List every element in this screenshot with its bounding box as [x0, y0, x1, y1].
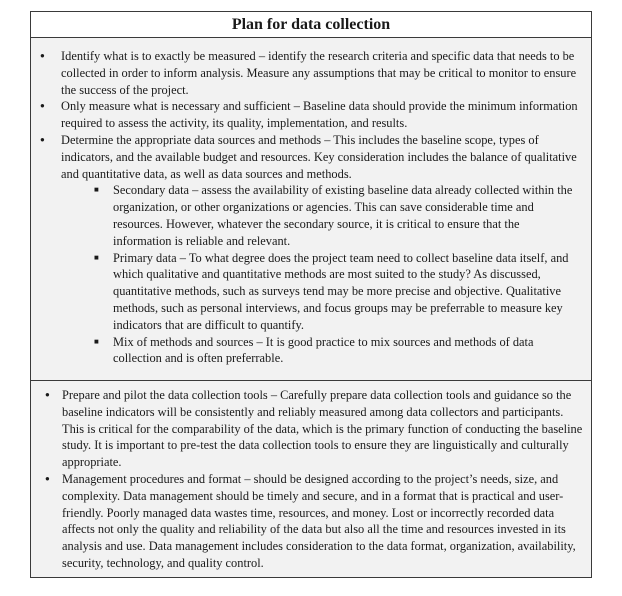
bullet-measure-necessary: [31, 98, 591, 132]
table-title: Plan for data collection: [31, 12, 591, 38]
bullet-prepare-pilot: [31, 387, 591, 471]
planning-bullet-list: [31, 48, 591, 367]
sub-bullet-secondary-data: [61, 182, 585, 249]
sub-bullet-text: ■ Primary data – To what degree does the project team need to collect baseline data itself, and which qualitative and quantitative methods are most suited to the study? As discussed, quantitative methods, such as surveys tend may be more precise and objective. Qualitative methods, such as personal interviews, and focus groups may be preferrable to measure key indicators that are difficult to quantify.: [113, 250, 569, 332]
sub-bullet-text: ■ Mix of methods and sources – It is good practice to mix sources and methods of data collection and is often preferrable.: [113, 334, 534, 366]
bullet-management-procedures: [31, 471, 591, 572]
planning-section: [31, 38, 591, 381]
bullet-text: ● Determine the appropriate data sources and methods – This includes the baseline scope, types of indicators, and the available budget and resources. Key consideration includes the balance of qualitative and quantitative data, as well as data sources and methods.: [61, 132, 577, 181]
bullet-identify-measure: [31, 48, 591, 98]
tools-section: [31, 381, 591, 572]
sub-bullet-primary-data: [61, 250, 585, 334]
bullet-text: ● Only measure what is necessary and sufficient – Baseline data should provide the minimum information required to assess the activity, its quality, implementation, and results.: [61, 99, 578, 131]
bullet-text: ● Prepare and pilot the data collection tools – Carefully prepare data collection tools and guidance so the baseline indicators will be consistently and reliably measured among data collectors and participants. This is critical for the comparability of the data, which is the primary function of conducting the baseline study. It is important to pre-test the data collection tools to ensure they are linguistically and culturally appropriate.: [62, 388, 583, 470]
bullet-text: ● Management procedures and format – should be designed according to the project’s needs, size, and complexity. Data management should be timely and secure, and in a format that is practical and user-friendly. Poorly managed data wastes time, resources, and money. Lost or incorrectly recorded data affects not only the quality and reliability of the data but also all the time and resources invested in its analysis and use. Data management includes consideration to the data format, organization, availability, security, technology, and quality control.: [62, 471, 576, 570]
sub-bullet-mix-methods: [61, 334, 585, 368]
document-table: [30, 11, 592, 578]
bullet-data-sources: [31, 132, 591, 367]
bullet-text: ● Identify what is to exactly be measured – identify the research criteria and specific data that needs to be collected in order to inform analysis. Measure any assumptions that may be critical to monitor to ensure the success of the project.: [61, 49, 577, 97]
sub-bullet-list: [61, 182, 585, 367]
sub-bullet-text: ■ Secondary data – assess the availability of existing baseline data already collected within the organization, or other organizations or agencies. This can save considerable time and resources. However, whatever the secondary source, it is critical to ensure that the information is reliable and relevant.: [113, 183, 573, 248]
tools-bullet-list: [31, 387, 591, 572]
